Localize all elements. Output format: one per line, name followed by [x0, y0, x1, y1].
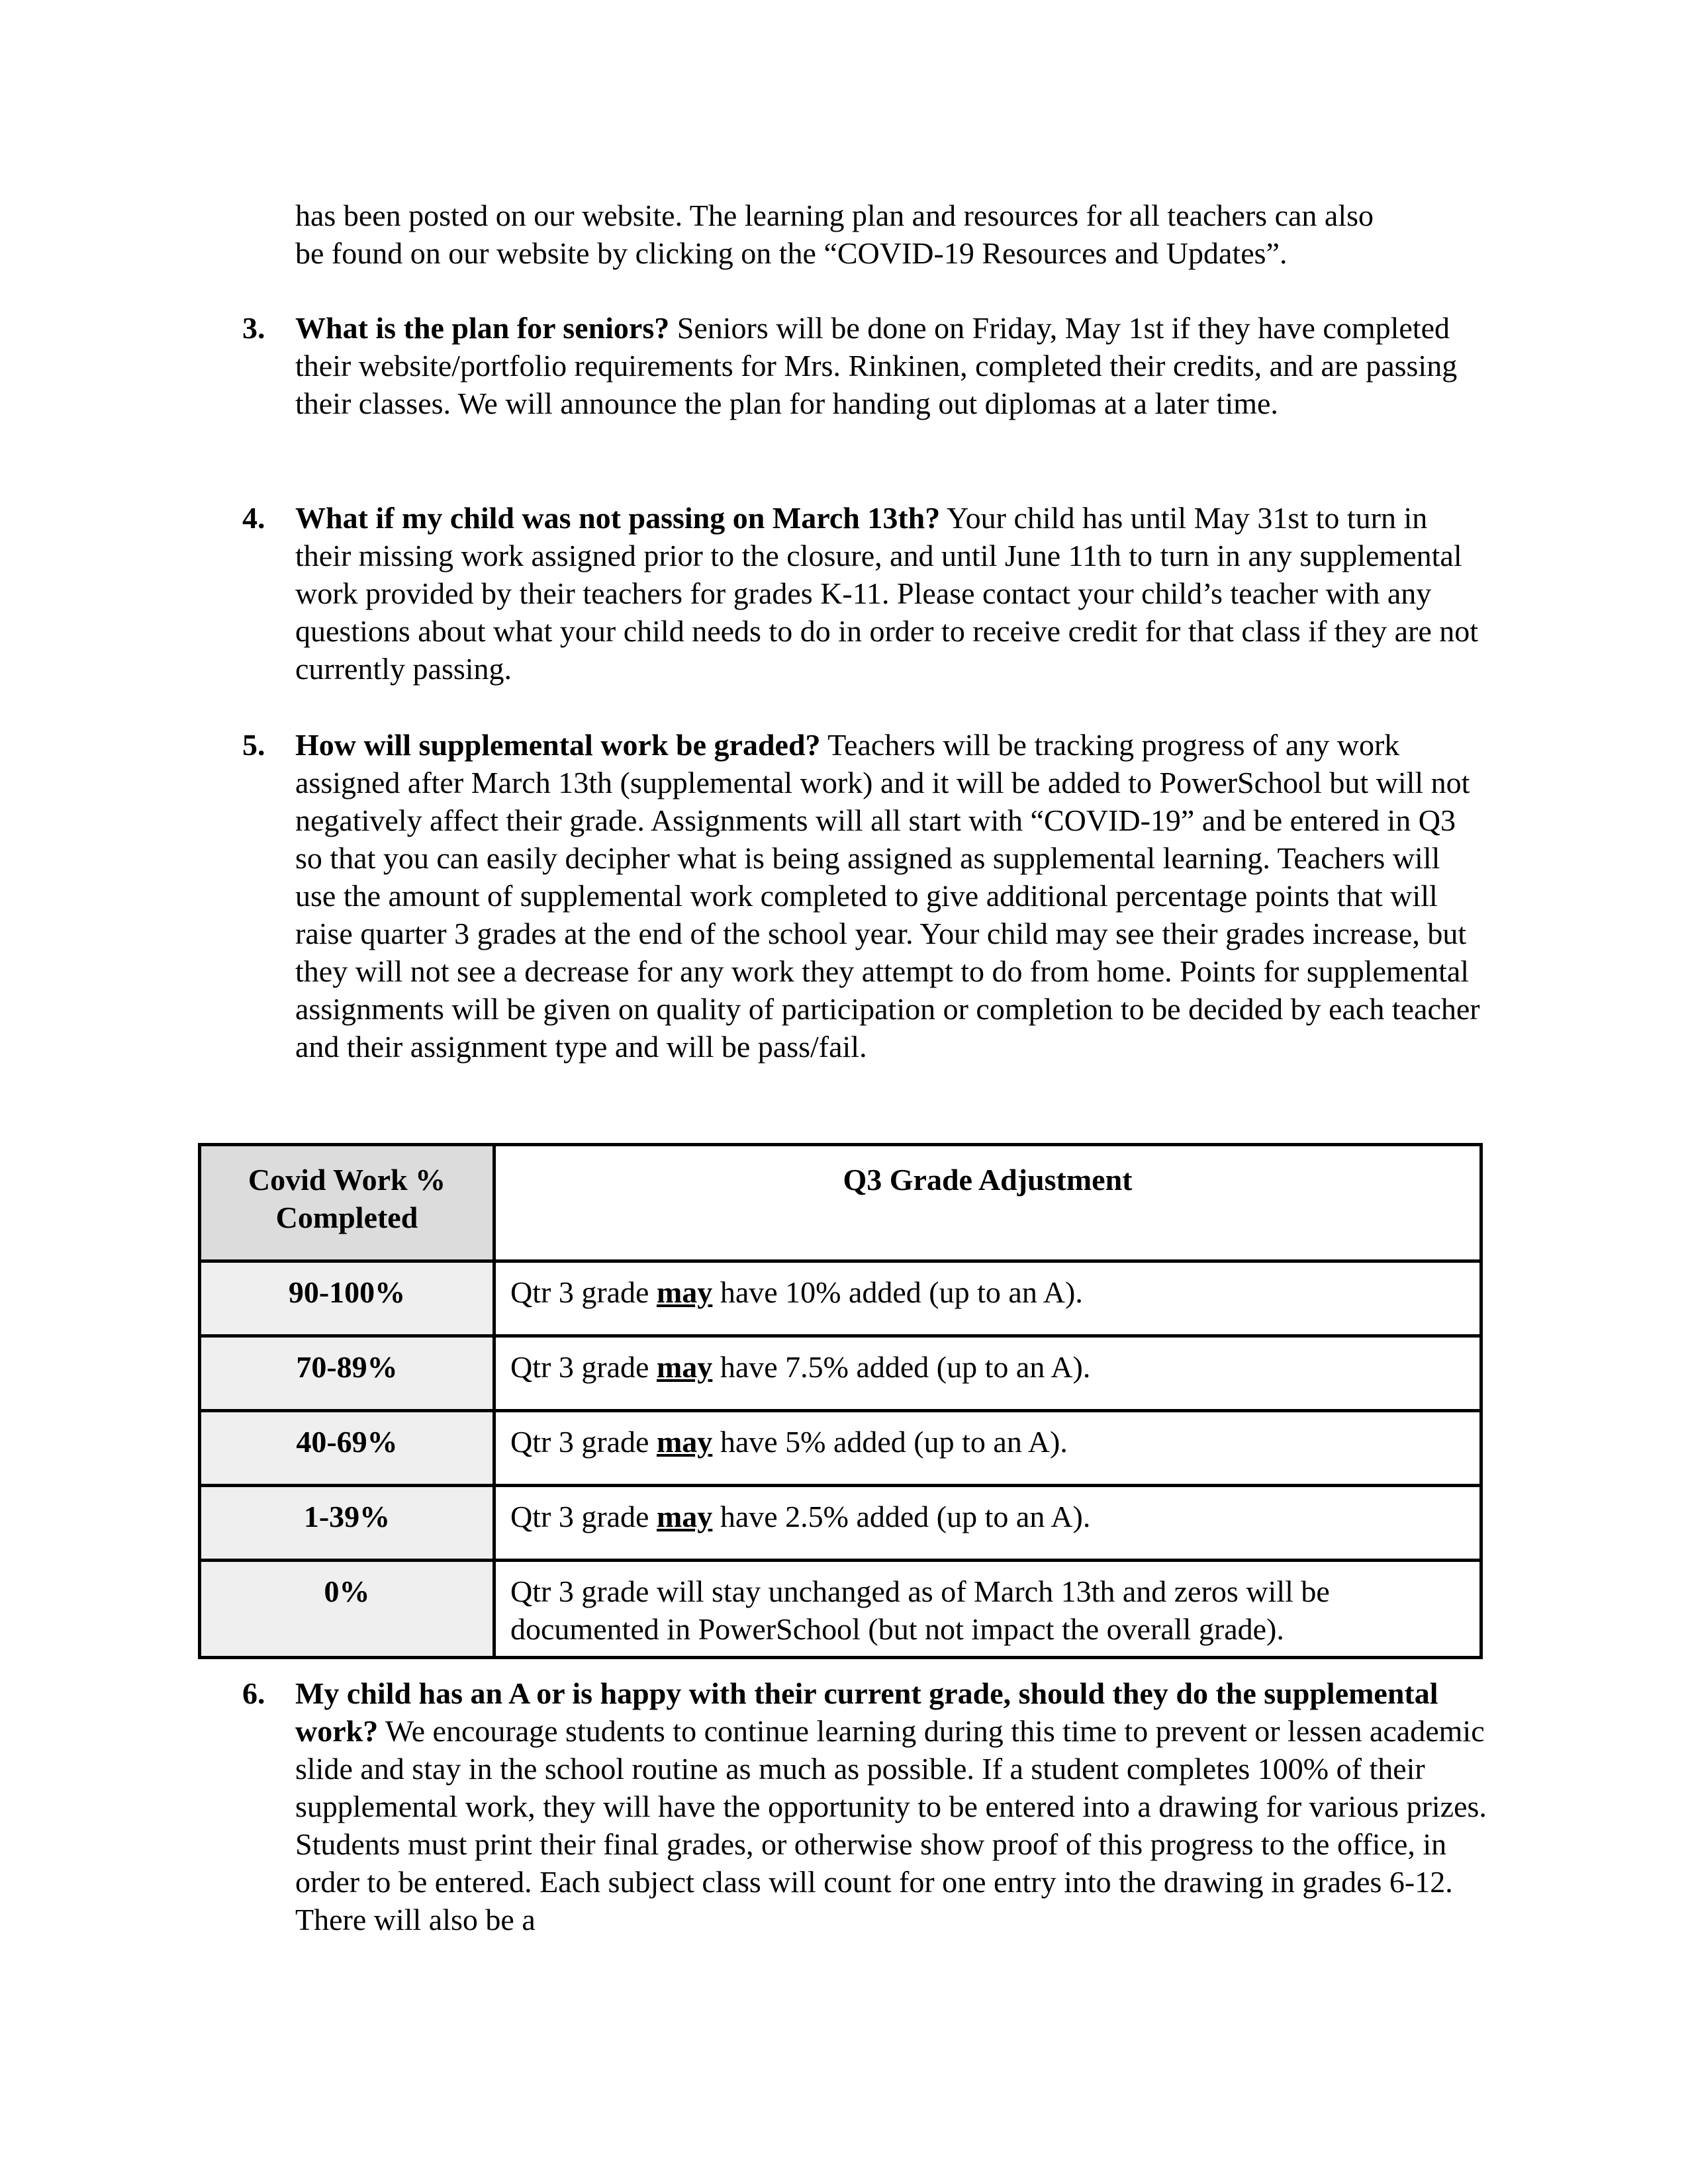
- adjustment-cell: [494, 1411, 1481, 1486]
- faq-body: [295, 499, 1487, 688]
- range-cell: 70-89%: [200, 1336, 494, 1411]
- faq-number: 5.: [242, 728, 265, 762]
- adjustment-text: Qtr 3 grade: [510, 1350, 657, 1384]
- faq-answer: Teachers will be tracking progress of any work assigned after March 13th (supplemental work) and it will be added to PowerSchool but will not negatively affect their grade. Assignments will all start with “COVID-19” and be entered in Q3 so that you can easily decipher what is being assigned as supplemental learning. Teachers will use the amount of supplemental work completed to give additional percentage points that will raise quarter 3 grades at the end of the school year. Your child may see their grades increase, but they will not see a decrease for any work they attempt to do from home. Points for supplemental assignments will be given on quality of participation or completion to be decided by each teacher and their assignment type and will be pass/fail.: [295, 728, 1480, 1064]
- adjustment-text: Qtr 3 grade: [510, 1500, 657, 1533]
- adjustment-cell: Qtr 3 grade will stay unchanged as of March 13th and zeros will be documented in PowerSchool (but not impact the overall grade).: [494, 1561, 1481, 1658]
- faq-number: 6.: [242, 1676, 265, 1710]
- faq-answer: We encourage students to continue learning during this time to prevent or lessen academic slide and stay in the school routine as much as possible. If a student completes 100% of their supplemental work, they will have the opportunity to be entered into a drawing for various prizes. Students must print their final grades, or otherwise show proof of this progress to the office, in order to be entered. Each subject class will count for one entry into the drawing in grades 6-12. There will also be a: [295, 1714, 1487, 1936]
- grade-adjustment-table: [198, 1143, 1483, 1659]
- adjustment-cell: [494, 1261, 1481, 1336]
- header-q3-adjustment: Q3 Grade Adjustment: [494, 1145, 1481, 1261]
- faq-item-6: [242, 1674, 1487, 1938]
- continued-line-1: has been posted on our website. The learning plan and resources for all teachers can also: [295, 199, 1374, 232]
- adjustment-text: have 10% added (up to an A).: [712, 1275, 1083, 1309]
- may-emphasis: may: [656, 1425, 713, 1459]
- faq-item-5: [242, 726, 1487, 1066]
- range-cell: 40-69%: [200, 1411, 494, 1486]
- faq-body: [295, 309, 1487, 422]
- faq-body: [295, 726, 1487, 1066]
- faq-item-3: [242, 309, 1487, 422]
- faq-body: [295, 1674, 1487, 1938]
- faq-question: My child has an A or is happy with their current grade, should they do the supplemental work?: [295, 1676, 1438, 1748]
- may-emphasis: may: [656, 1275, 713, 1309]
- may-emphasis: may: [656, 1350, 713, 1384]
- table-row: [200, 1486, 1481, 1561]
- faq-question: What is the plan for seniors?: [295, 311, 670, 345]
- header-covid-work: Covid Work % Completed: [200, 1145, 494, 1261]
- table-row: [200, 1411, 1481, 1486]
- range-cell: 0%: [200, 1561, 494, 1658]
- adjustment-text: have 2.5% added (up to an A).: [712, 1500, 1091, 1533]
- table-row: [200, 1261, 1481, 1336]
- continued-line-2: be found on our website by clicking on the “COVID-19 Resources and Updates”.: [295, 236, 1288, 270]
- adjustment-cell: [494, 1336, 1481, 1411]
- may-emphasis: may: [656, 1500, 713, 1533]
- faq-question: How will supplemental work be graded?: [295, 728, 821, 762]
- faq-question: What if my child was not passing on March 13th?: [295, 501, 941, 535]
- table-header-row: [200, 1145, 1481, 1261]
- adjustment-text: Qtr 3 grade: [510, 1425, 657, 1459]
- table-row: [200, 1561, 1481, 1658]
- adjustment-text: have 7.5% added (up to an A).: [712, 1350, 1091, 1384]
- faq-number: 4.: [242, 501, 265, 535]
- range-cell: 1-39%: [200, 1486, 494, 1561]
- faq-item-4: [242, 499, 1487, 688]
- adjustment-text: Qtr 3 grade: [510, 1275, 657, 1309]
- faq-number: 3.: [242, 311, 265, 345]
- continued-paragraph: [295, 197, 1480, 272]
- faq-answer: Your child has until May 31st to turn in their missing work assigned prior to the closure, and until June 11th to turn in any supplemental work provided by their teachers for grades K-11. Please contact your child’s teacher with any questions about what your child needs to do in order to receive credit for that class if they are not currently passing.: [295, 501, 1479, 686]
- adjustment-cell: [494, 1486, 1481, 1561]
- faq-answer: Seniors will be done on Friday, May 1st if they have completed their website/portfolio requirements for Mrs. Rinkinen, completed their credits, and are passing their classes. We will announce the plan for handing out diplomas at a later time.: [295, 311, 1458, 420]
- table-row: [200, 1336, 1481, 1411]
- range-cell: 90-100%: [200, 1261, 494, 1336]
- adjustment-text: have 5% added (up to an A).: [712, 1425, 1068, 1459]
